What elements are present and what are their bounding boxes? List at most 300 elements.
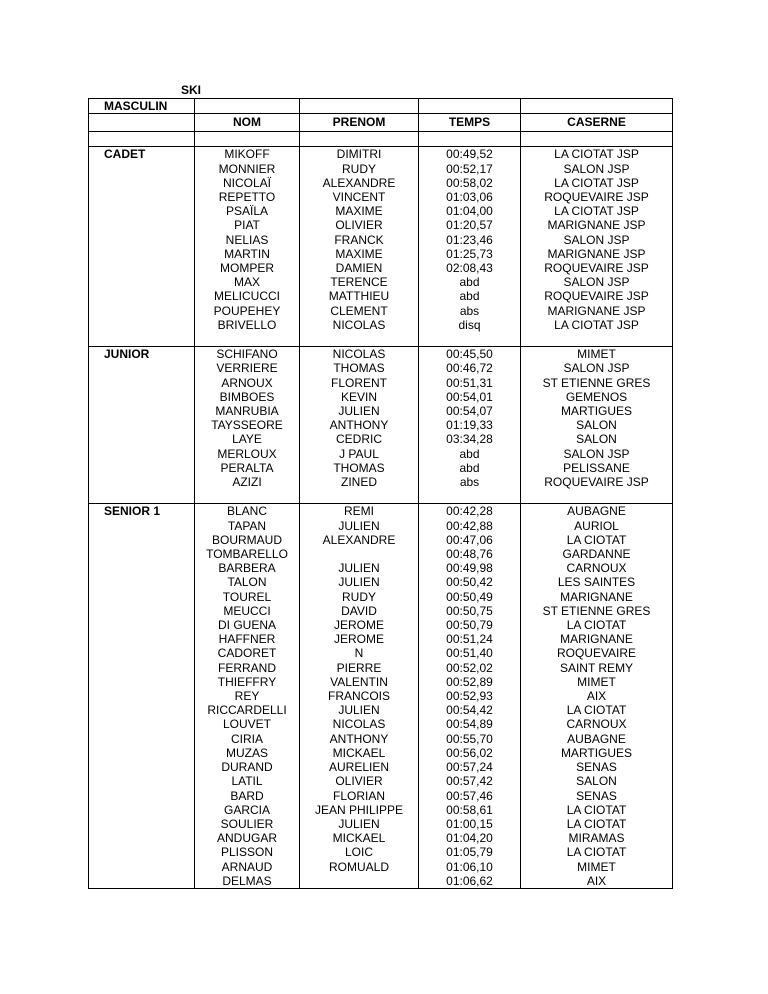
prenom-cell: JEROME [300, 618, 419, 632]
caserne-cell: CARNOUX [521, 561, 673, 575]
empty-cell [195, 332, 300, 347]
nom-cell: GARCIA [195, 803, 300, 817]
table-row [89, 347, 673, 362]
empty-cell [89, 533, 195, 547]
caserne-cell: LA CIOTAT [521, 703, 673, 717]
nom-cell: MIKOFF [195, 147, 300, 162]
table-row [89, 632, 673, 646]
table-row [89, 190, 673, 204]
prenom-cell: JEAN PHILIPPE [300, 803, 419, 817]
caserne-cell: MARIGNANE [521, 590, 673, 604]
table-row [89, 418, 673, 432]
nom-cell: TOUREL [195, 590, 300, 604]
caserne-cell: GARDANNE [521, 547, 673, 561]
table-row [89, 162, 673, 176]
temps-cell: 03:34,28 [419, 432, 521, 446]
nom-cell: TALON [195, 575, 300, 589]
caserne-cell: SALON JSP [521, 361, 673, 375]
prenom-cell: ZINED [300, 475, 419, 489]
nom-cell: LOUVET [195, 717, 300, 731]
empty-cell [89, 604, 195, 618]
temps-cell: abd [419, 289, 521, 303]
temps-cell: 00:52,89 [419, 675, 521, 689]
empty-cell [89, 132, 195, 147]
prenom-cell: JULIEN [300, 404, 419, 418]
empty-cell [89, 732, 195, 746]
prenom-cell: RUDY [300, 590, 419, 604]
caserne-cell: CARNOUX [521, 717, 673, 731]
category-label: JUNIOR [89, 347, 195, 362]
caserne-cell: ROQUEVAIRE JSP [521, 475, 673, 489]
prenom-cell: THOMAS [300, 361, 419, 375]
prenom-cell: ROMUALD [300, 860, 419, 874]
header-caserne: CASERNE [521, 114, 673, 132]
empty-cell [89, 233, 195, 247]
temps-cell: 00:56,02 [419, 746, 521, 760]
prenom-cell: JULIEN [300, 817, 419, 831]
table-row [89, 376, 673, 390]
header-prenom: PRENOM [300, 114, 419, 132]
table-row [89, 247, 673, 261]
header-row [89, 114, 673, 132]
caserne-cell: ST ETIENNE GRES [521, 604, 673, 618]
nom-cell: POUPEHEY [195, 304, 300, 318]
prenom-cell: LOIC [300, 845, 419, 859]
temps-cell: 00:48,76 [419, 547, 521, 561]
empty-cell [89, 646, 195, 660]
caserne-cell: ROQUEVAIRE [521, 646, 673, 660]
empty-cell [89, 831, 195, 845]
prenom-cell: FLORENT [300, 376, 419, 390]
empty-cell [89, 547, 195, 561]
caserne-cell: LES SAINTES [521, 575, 673, 589]
table-row [89, 261, 673, 275]
temps-cell: abd [419, 447, 521, 461]
results-table [88, 98, 673, 889]
table-row [89, 233, 673, 247]
temps-cell: 01:04,20 [419, 831, 521, 845]
empty-cell [89, 432, 195, 446]
empty-cell [89, 261, 195, 275]
temps-cell: 00:55,70 [419, 732, 521, 746]
prenom-cell: ANTHONY [300, 418, 419, 432]
nom-cell: DURAND [195, 760, 300, 774]
empty-cell [89, 561, 195, 575]
nom-cell: BARBERA [195, 561, 300, 575]
table-row [89, 717, 673, 731]
nom-cell: CIRIA [195, 732, 300, 746]
prenom-cell: CEDRIC [300, 432, 419, 446]
temps-cell: 01:05,79 [419, 845, 521, 859]
table-row [89, 275, 673, 289]
caserne-cell: LA CIOTAT [521, 618, 673, 632]
table-row [89, 533, 673, 547]
empty-cell [521, 332, 673, 347]
nom-cell: SCHIFANO [195, 347, 300, 362]
empty-cell [195, 489, 300, 504]
empty-cell [300, 132, 419, 147]
caserne-cell: SALON [521, 418, 673, 432]
nom-cell: RICCARDELLI [195, 703, 300, 717]
caserne-cell: MARIGNANE JSP [521, 218, 673, 232]
temps-cell: 00:54,07 [419, 404, 521, 418]
caserne-cell: MARTIGUES [521, 746, 673, 760]
empty-cell [89, 489, 195, 504]
prenom-cell: REMI [300, 504, 419, 519]
prenom-cell: JULIEN [300, 519, 419, 533]
caserne-cell: MIMET [521, 675, 673, 689]
temps-cell: 00:50,49 [419, 590, 521, 604]
temps-cell: 01:03,06 [419, 190, 521, 204]
table-row [89, 289, 673, 303]
nom-cell: MUZAS [195, 746, 300, 760]
nom-cell: DELMAS [195, 874, 300, 889]
caserne-cell: LA CIOTAT [521, 533, 673, 547]
nom-cell: NELIAS [195, 233, 300, 247]
caserne-cell: SENAS [521, 789, 673, 803]
nom-cell: HAFFNER [195, 632, 300, 646]
empty-cell [89, 575, 195, 589]
prenom-cell: MAXIME [300, 247, 419, 261]
empty-cell [521, 132, 673, 147]
nom-cell: BIMBOES [195, 390, 300, 404]
empty-cell [89, 632, 195, 646]
prenom-cell: DAMIEN [300, 261, 419, 275]
empty-cell [89, 361, 195, 375]
empty-cell [89, 860, 195, 874]
prenom-cell: DAVID [300, 604, 419, 618]
nom-cell: VERRIERE [195, 361, 300, 375]
prenom-cell: NICOLAS [300, 717, 419, 731]
empty-cell [89, 874, 195, 889]
empty-cell [89, 318, 195, 332]
temps-cell: abs [419, 475, 521, 489]
empty-cell [89, 675, 195, 689]
table-row [89, 618, 673, 632]
nom-cell: MOMPER [195, 261, 300, 275]
nom-cell: MERLOUX [195, 447, 300, 461]
nom-cell: CADORET [195, 646, 300, 660]
temps-cell: abd [419, 275, 521, 289]
table-row [89, 176, 673, 190]
prenom-cell: MAXIME [300, 204, 419, 218]
prenom-cell: VALENTIN [300, 675, 419, 689]
prenom-cell: MATTHIEU [300, 289, 419, 303]
section-label: MASCULIN [89, 99, 195, 114]
empty-cell [89, 376, 195, 390]
table-row [89, 390, 673, 404]
temps-cell: 01:06,62 [419, 874, 521, 889]
table-row [89, 147, 673, 162]
empty-cell [300, 489, 419, 504]
nom-cell: BLANC [195, 504, 300, 519]
nom-cell: FERRAND [195, 661, 300, 675]
caserne-cell: MARIGNANE JSP [521, 247, 673, 261]
nom-cell: MARTIN [195, 247, 300, 261]
caserne-cell: AURIOL [521, 519, 673, 533]
table-row [89, 803, 673, 817]
empty-cell [89, 176, 195, 190]
empty-cell [89, 275, 195, 289]
empty-cell [89, 390, 195, 404]
temps-cell: 00:52,02 [419, 661, 521, 675]
temps-cell: 00:52,17 [419, 162, 521, 176]
prenom-cell: OLIVIER [300, 774, 419, 788]
table-row [89, 604, 673, 618]
prenom-cell: OLIVIER [300, 218, 419, 232]
prenom-cell: FRANCOIS [300, 689, 419, 703]
empty-cell [89, 162, 195, 176]
temps-cell: 00:58,61 [419, 803, 521, 817]
temps-cell: 00:51,24 [419, 632, 521, 646]
table-row [89, 461, 673, 475]
prenom-cell: ALEXANDRE [300, 533, 419, 547]
caserne-cell: ROQUEVAIRE JSP [521, 190, 673, 204]
temps-cell: 00:47,06 [419, 533, 521, 547]
empty-cell [89, 845, 195, 859]
table-row [89, 774, 673, 788]
header-temps: TEMPS [419, 114, 521, 132]
temps-cell: 00:58,02 [419, 176, 521, 190]
caserne-cell: MIRAMAS [521, 831, 673, 845]
table-row [89, 845, 673, 859]
spacer-row [89, 489, 673, 504]
prenom-cell: NICOLAS [300, 347, 419, 362]
table-row [89, 860, 673, 874]
empty-cell [89, 717, 195, 731]
nom-cell: LAYE [195, 432, 300, 446]
nom-cell: ARNAUD [195, 860, 300, 874]
table-row [89, 675, 673, 689]
nom-cell: PIAT [195, 218, 300, 232]
empty-cell [89, 789, 195, 803]
table-row [89, 831, 673, 845]
nom-cell: ARNOUX [195, 376, 300, 390]
document-title: SKI [181, 83, 202, 97]
caserne-cell: LA CIOTAT [521, 817, 673, 831]
caserne-cell: SALON JSP [521, 275, 673, 289]
empty-cell [89, 519, 195, 533]
caserne-cell: ROQUEVAIRE JSP [521, 289, 673, 303]
temps-cell: 00:42,28 [419, 504, 521, 519]
temps-cell: 00:51,31 [419, 376, 521, 390]
nom-cell: THIEFFRY [195, 675, 300, 689]
temps-cell: 01:20,57 [419, 218, 521, 232]
caserne-cell: SALON JSP [521, 233, 673, 247]
table-row [89, 475, 673, 489]
nom-cell: TOMBARELLO [195, 547, 300, 561]
temps-cell: 00:50,75 [419, 604, 521, 618]
empty-cell [89, 746, 195, 760]
empty-cell [89, 190, 195, 204]
category-label: SENIOR 1 [89, 504, 195, 519]
table-row [89, 447, 673, 461]
table-row [89, 703, 673, 717]
caserne-cell: SALON JSP [521, 447, 673, 461]
temps-cell: 00:57,24 [419, 760, 521, 774]
caserne-cell: SALON JSP [521, 162, 673, 176]
nom-cell: REPETTO [195, 190, 300, 204]
table-row [89, 318, 673, 332]
caserne-cell: LA CIOTAT [521, 803, 673, 817]
empty-cell [89, 703, 195, 717]
caserne-cell: MIMET [521, 860, 673, 874]
empty-cell [419, 332, 521, 347]
caserne-cell: LA CIOTAT JSP [521, 147, 673, 162]
nom-cell: MANRUBIA [195, 404, 300, 418]
temps-cell: 00:51,40 [419, 646, 521, 660]
prenom-cell: AURELIEN [300, 760, 419, 774]
temps-cell: 00:46,72 [419, 361, 521, 375]
table-row [89, 760, 673, 774]
empty-cell [89, 760, 195, 774]
caserne-cell: LA CIOTAT JSP [521, 318, 673, 332]
table-row [89, 732, 673, 746]
nom-cell: PSAÏLA [195, 204, 300, 218]
empty-cell [89, 218, 195, 232]
nom-cell: TAYSSEORE [195, 418, 300, 432]
temps-cell: 00:42,88 [419, 519, 521, 533]
nom-cell: AZIZI [195, 475, 300, 489]
table-row [89, 575, 673, 589]
nom-cell: REY [195, 689, 300, 703]
temps-cell: 00:52,93 [419, 689, 521, 703]
caserne-cell: LA CIOTAT JSP [521, 204, 673, 218]
prenom-cell [300, 547, 419, 561]
caserne-cell: MARIGNANE [521, 632, 673, 646]
caserne-cell: MARTIGUES [521, 404, 673, 418]
table-row [89, 789, 673, 803]
temps-cell: 01:25,73 [419, 247, 521, 261]
temps-cell: 00:57,42 [419, 774, 521, 788]
caserne-cell: GEMENOS [521, 390, 673, 404]
temps-cell: 02:08,43 [419, 261, 521, 275]
empty-cell [89, 304, 195, 318]
prenom-cell: KEVIN [300, 390, 419, 404]
empty-cell [521, 489, 673, 504]
table-row [89, 689, 673, 703]
caserne-cell: PELISSANE [521, 461, 673, 475]
temps-cell: 01:06,10 [419, 860, 521, 874]
nom-cell: TAPAN [195, 519, 300, 533]
temps-cell: 01:23,46 [419, 233, 521, 247]
temps-cell: 01:04,00 [419, 204, 521, 218]
table-row [89, 590, 673, 604]
spacer-row [89, 332, 673, 347]
table-row [89, 519, 673, 533]
table-row [89, 361, 673, 375]
nom-cell: LATIL [195, 774, 300, 788]
table-row [89, 646, 673, 660]
prenom-cell: FLORIAN [300, 789, 419, 803]
table-row [89, 432, 673, 446]
temps-cell: disq [419, 318, 521, 332]
empty-cell [195, 132, 300, 147]
prenom-cell [300, 874, 419, 889]
nom-cell: NICOLAÏ [195, 176, 300, 190]
temps-cell: 00:50,42 [419, 575, 521, 589]
prenom-cell: JULIEN [300, 561, 419, 575]
nom-cell: PERALTA [195, 461, 300, 475]
table-row [89, 304, 673, 318]
empty-cell [89, 475, 195, 489]
prenom-cell: ANTHONY [300, 732, 419, 746]
caserne-cell: LA CIOTAT JSP [521, 176, 673, 190]
caserne-cell: AUBAGNE [521, 732, 673, 746]
nom-cell: BARD [195, 789, 300, 803]
nom-cell: MELICUCCI [195, 289, 300, 303]
empty-cell [89, 461, 195, 475]
prenom-cell: TERENCE [300, 275, 419, 289]
caserne-cell: ROQUEVAIRE JSP [521, 261, 673, 275]
temps-cell: 00:45,50 [419, 347, 521, 362]
caserne-cell: SALON [521, 432, 673, 446]
empty-cell [89, 590, 195, 604]
prenom-cell: MICKAEL [300, 746, 419, 760]
empty-cell [89, 689, 195, 703]
nom-cell: BOURMAUD [195, 533, 300, 547]
empty-cell [419, 132, 521, 147]
table-row [89, 817, 673, 831]
empty-cell [89, 289, 195, 303]
prenom-cell: THOMAS [300, 461, 419, 475]
nom-cell: BRIVELLO [195, 318, 300, 332]
temps-cell: abs [419, 304, 521, 318]
prenom-cell: RUDY [300, 162, 419, 176]
table-row [89, 561, 673, 575]
table-row [89, 204, 673, 218]
nom-cell: MEUCCI [195, 604, 300, 618]
empty-cell [89, 418, 195, 432]
nom-cell: PLISSON [195, 845, 300, 859]
temps-cell: 00:54,89 [419, 717, 521, 731]
caserne-cell: SAINT REMY [521, 661, 673, 675]
table-row [89, 218, 673, 232]
temps-cell: abd [419, 461, 521, 475]
temps-cell: 00:54,01 [419, 390, 521, 404]
spacer-row [89, 132, 673, 147]
caserne-cell: AIX [521, 874, 673, 889]
caserne-cell: LA CIOTAT [521, 845, 673, 859]
empty-cell [89, 247, 195, 261]
nom-cell: SOULIER [195, 817, 300, 831]
prenom-cell: NICOLAS [300, 318, 419, 332]
prenom-cell: J PAUL [300, 447, 419, 461]
prenom-cell: DIMITRI [300, 147, 419, 162]
empty-cell [89, 447, 195, 461]
prenom-cell: ALEXANDRE [300, 176, 419, 190]
prenom-cell: MICKAEL [300, 831, 419, 845]
table-row [89, 746, 673, 760]
empty-cell [89, 204, 195, 218]
empty-cell [419, 489, 521, 504]
nom-cell: MAX [195, 275, 300, 289]
empty-cell [89, 803, 195, 817]
prenom-cell: PIERRE [300, 661, 419, 675]
empty-cell [89, 404, 195, 418]
section-row [89, 99, 673, 114]
temps-cell: 00:49,52 [419, 147, 521, 162]
table-row [89, 547, 673, 561]
prenom-cell: FRANCK [300, 233, 419, 247]
prenom-cell: VINCENT [300, 190, 419, 204]
caserne-cell: MIMET [521, 347, 673, 362]
prenom-cell: CLEMENT [300, 304, 419, 318]
temps-cell: 00:49,98 [419, 561, 521, 575]
nom-cell: DI GUENA [195, 618, 300, 632]
empty-cell [89, 817, 195, 831]
nom-cell: MONNIER [195, 162, 300, 176]
